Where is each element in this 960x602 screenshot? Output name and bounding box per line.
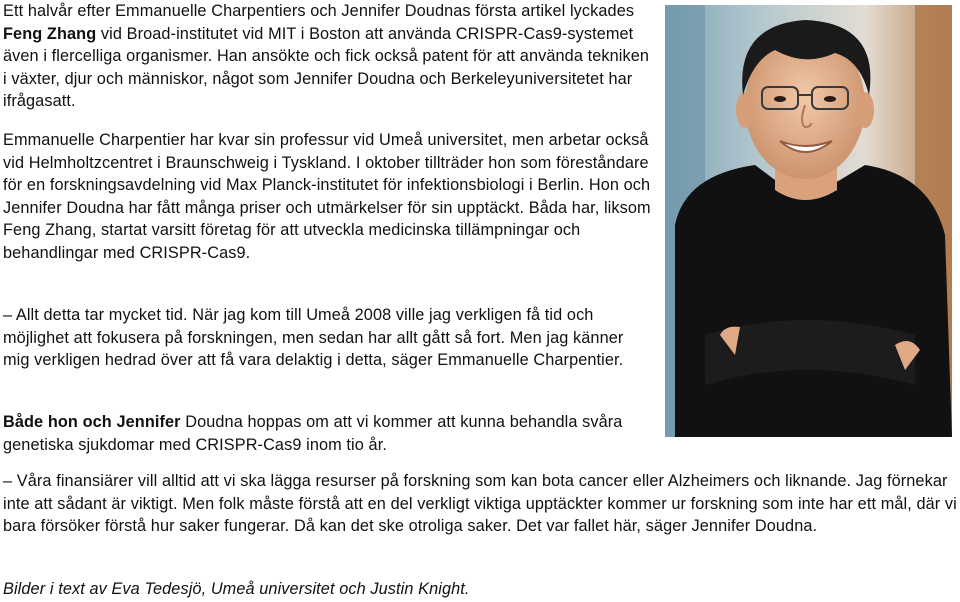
paragraph-1-text-a: Ett halvår efter Emmanuelle Charpentiers och Jennifer Doudnas första artikel lyckades [3,2,635,20]
paragraph-4-text: Doudna hoppas om att vi kommer att kunna behandla svåra genetiska sjukdomar med CRISPR-Cas9 inom tio år. [3,413,623,454]
paragraph-4 [3,411,653,456]
paragraph-5-quote: – Våra finansiärer vill alltid att vi ska lägga resurser på forskning som kan bota cancer eller Alzheimers och liknande. Jag förnekar inte att sådant är viktigt. Men folk måste förstå att en del verkligt viktiga upptäckter kommer ur forskning som inte har ett mål, där vi bara försöker förstå hur saker fungerar. Då kan det ske otroliga saker. Det var fallet här, säger Jennifer Doudna. [3,472,957,536]
paragraph-1-text-c: vid Broad-institutet vid MIT i Boston att använda CRISPR-Cas9-systemet även i flercelliga organismer. Han ansökte och fick också patent för att använda tekniken i växter, djur och människor, något som Jennifer Doudna och Berkeleyuniversitetet har ifrågasatt. [3,24,650,111]
paragraph-1 [3,0,653,113]
paragraph-3-quote: – Allt detta tar mycket tid. När jag kom till Umeå 2008 ville jag verkligen få tid och möjlighet att fokusera på forskningen, men sedan har allt gått så fort. Men jag känner mig verkligen hedrad över att få vara delaktig i detta, säger Emmanuelle Charpentier. [3,306,624,370]
portrait-illustration [665,5,952,437]
photo-credit: Bilder i text av Eva Tedesjö, Umeå universitet och Justin Knight. [3,580,470,598]
portrait-photo [665,5,952,437]
paragraph-4-bold-lead: Både hon och Jennifer [3,413,181,431]
paragraph-1-bold-name: Feng Zhang [3,24,97,43]
paragraph-2: Emmanuelle Charpentier har kvar sin professur vid Umeå universitet, men arbetar också vid Helmholtzcentret i Braunschweig i Tyskland. I oktober tillträder hon som föreståndare för en forskningsavdelning vid Max Planck-institutet för infektionsbiologi i Berlin. Hon och Jennifer Doudna har fått många priser och utmärkelser för sin upptäckt. Båda har, liksom Feng Zhang, startat varsitt företag för att utveckla medicinska tillämpningar och behandlingar med CRISPR-Cas9. [3,131,651,262]
